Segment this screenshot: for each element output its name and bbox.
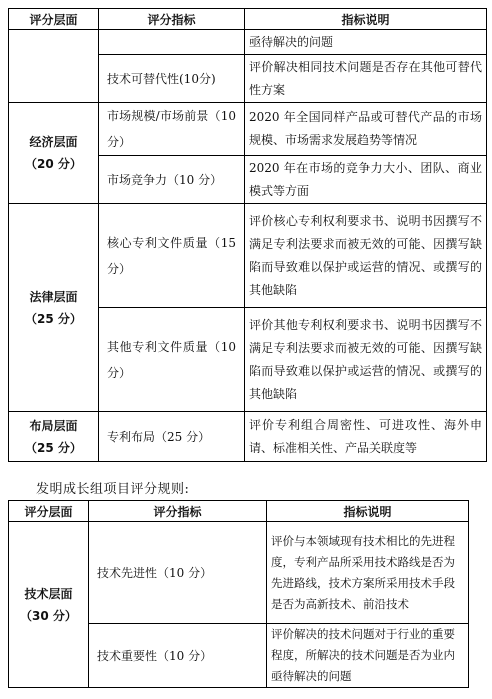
description-cell: 2020 年在市场的竞争力大小、团队、商业模式等方面 bbox=[245, 156, 487, 204]
dimension-score: （25 分） bbox=[25, 440, 82, 455]
table-header-row bbox=[9, 9, 487, 30]
table-row bbox=[9, 30, 487, 55]
description-cell: 2020 年全国同样产品或可替代产品的市场规模、市场需求发展趋势等情况 bbox=[245, 103, 487, 156]
dimension-cell-economy bbox=[9, 103, 99, 204]
indicator-cell: 技术先进性（10 分） bbox=[89, 522, 267, 624]
description-cell: 亟待解决的问题 bbox=[245, 30, 487, 55]
dimension-title: 经济层面 bbox=[29, 135, 78, 149]
table-row bbox=[9, 103, 487, 156]
indicator-cell: 技术重要性（10 分） bbox=[89, 624, 267, 688]
indicator-cell: 市场竞争力（10 分） bbox=[99, 156, 245, 204]
section-caption: 发明成长组项目评分规则: bbox=[36, 482, 190, 497]
indicator-cell: 专利布局（25 分） bbox=[99, 412, 245, 462]
description-cell: 评价解决相同技术问题是否存在其他可替代性方案 bbox=[245, 55, 487, 103]
description-cell: 评价与本领域现有技术相比的先进程度，专利产品所采用技术路线是否为先进路线，技术方案所采用技术手段是否为高新技术、前沿技术 bbox=[267, 522, 469, 624]
dimension-score: （20 分） bbox=[25, 157, 82, 171]
indicator-cell: 技术可替代性(10分) bbox=[99, 55, 245, 103]
description-cell: 评价解决的技术问题对于行业的重要程度，所解决的技术问题是否为业内亟待解决的问题 bbox=[267, 624, 469, 688]
indicator-cell: 核心专利文件质量（15 分） bbox=[99, 204, 245, 308]
header-indicator: 评分指标 bbox=[99, 9, 245, 30]
dimension-cell-tech bbox=[9, 30, 99, 103]
header-description: 指标说明 bbox=[267, 501, 469, 522]
description-cell: 评价核心专利权利要求书、说明书因撰写不满足专利法要求而被无效的可能、因撰写缺陷而导致难以保护或运营的情况、或撰写的其他缺陷 bbox=[245, 204, 487, 308]
indicator-cell-empty bbox=[99, 30, 245, 55]
dimension-score: （25 分） bbox=[25, 311, 82, 326]
header-dimension: 评分层面 bbox=[9, 9, 99, 30]
dimension-score: （30 分） bbox=[20, 608, 77, 623]
header-description: 指标说明 bbox=[245, 9, 487, 30]
scoring-table-2 bbox=[8, 500, 469, 688]
dimension-title: 法律层面 bbox=[29, 289, 78, 304]
indicator-cell: 其他专利文件质量（10 分） bbox=[99, 308, 245, 412]
description-cell: 评价其他专利权利要求书、说明书因撰写不满足专利法要求而被无效的可能、因撰写缺陷而导致难以保护或运营的情况、或撰写的其他缺陷 bbox=[245, 308, 487, 412]
dimension-cell-tech bbox=[9, 522, 89, 688]
dimension-title: 布局层面 bbox=[29, 418, 78, 433]
header-indicator: 评分指标 bbox=[89, 501, 267, 522]
header-dimension: 评分层面 bbox=[9, 501, 89, 522]
dimension-cell-layout bbox=[9, 412, 99, 462]
scoring-table-1 bbox=[8, 8, 487, 462]
dimension-title: 技术层面 bbox=[24, 586, 73, 601]
indicator-cell: 市场规模/市场前景（10 分） bbox=[99, 103, 245, 156]
dimension-cell-law bbox=[9, 204, 99, 412]
table-header-row bbox=[9, 501, 469, 522]
table-row bbox=[9, 522, 469, 624]
table-row bbox=[9, 204, 487, 308]
description-cell: 评价专利组合周密性、可进攻性、海外申请、标准相关性、产品关联度等 bbox=[245, 412, 487, 462]
table-row bbox=[9, 412, 487, 462]
